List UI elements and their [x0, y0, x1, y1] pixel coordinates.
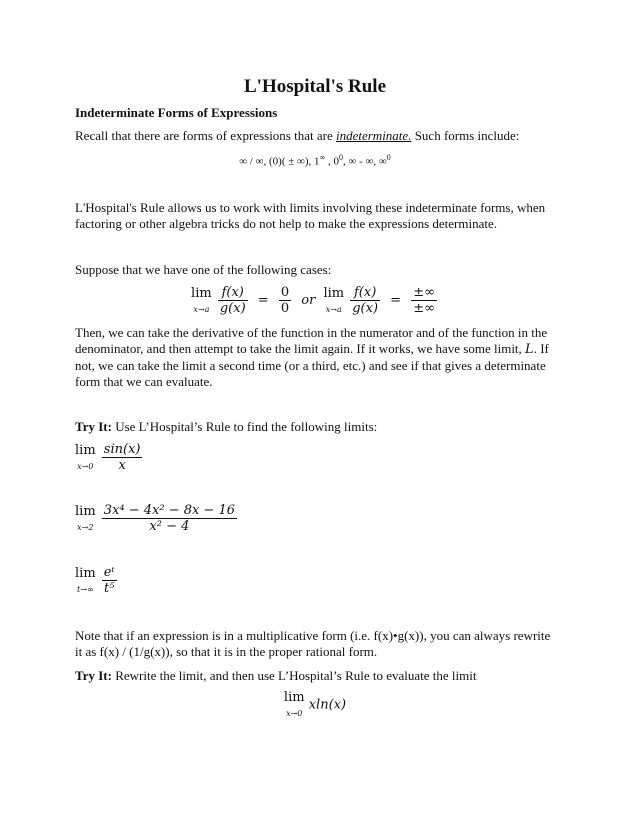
note-paragraph: Note that if an expression is in a multiplicative form (i.e. f(x)•g(x)), you can always rewrite it as f(x) / (1/g(x)), so that it is in the proper rational form.	[75, 628, 551, 659]
intro-paragraph	[75, 128, 555, 144]
limit-problem-3: lim t→∞ $\frac{\text{eᵗ}}{\text{t⁵}}$	[75, 565, 115, 596]
final-limit: lim x→0 xln(x)	[283, 690, 347, 718]
cases-expression	[0, 285, 630, 316]
intro-text-after: Such forms include:	[411, 128, 520, 143]
equals-sign: =	[257, 293, 269, 308]
forms-exponent-3: 0	[386, 153, 391, 162]
tryit-text-1: Use L’Hospital’s Rule to find the following limits:	[111, 419, 378, 434]
or-word: or	[301, 293, 316, 308]
fraction-inf-over-inf: $\frac{\pm\infty}{\pm\infty}$	[413, 285, 435, 316]
limit-problem-1: lim x→0 $\frac{\sin(x)}{x}$	[75, 442, 141, 473]
then-paragraph	[75, 325, 555, 390]
cases-paragraph: Suppose that we have one of the following cases:	[75, 262, 332, 277]
fraction-f-over-g-2: $\frac{f(x)}{g(x)}$	[352, 285, 379, 316]
tryit-label-2: Try It:	[75, 668, 112, 683]
limit-L: L	[525, 342, 534, 357]
fraction-zero-over-zero: $\frac{0}{0}$	[280, 285, 290, 316]
limit-problem-2: lim x→2 $\frac{\text{3x⁴ − 4x² − 8x − 16}}{\text{x² − 4}}$	[75, 503, 236, 534]
then-text-after: . If not, we can take the limit a second time (or a third, etc.) and see if that gives a determinate form that we can evaluate.	[75, 341, 549, 389]
forms-text: ∞ / ∞, (0)( ± ∞), 1	[239, 155, 320, 168]
rule-paragraph: L'Hospital's Rule allows us to work with limits involving these indeterminate forms, when factoring or other algebra tricks do not help to make the expressions determinate.	[75, 200, 546, 231]
forms-text-tail: , ∞ - ∞, ∞	[343, 155, 387, 168]
limit-operator: lim x→a	[191, 285, 212, 314]
tryit-text-2: Rewrite the limit, and then use L’Hospital’s Rule to evaluate the limit	[111, 668, 477, 683]
then-text-before: Then, we can take the derivative of the function in the numerator and of the function in the denominator, and then attempt to take the limit again. If it works, we have some limit,	[75, 325, 548, 356]
intro-text-before: Recall that there are forms of expressions that are	[75, 128, 336, 143]
limit-operator-2: lim x→a	[323, 285, 345, 314]
forms-exponent-1: ∞	[319, 153, 326, 162]
final-limit-expression: xln(x)	[308, 697, 347, 713]
section-heading: Indeterminate Forms of Expressions	[75, 105, 278, 120]
indeterminate-term: indeterminate.	[335, 128, 412, 143]
forms-text-mid: , 0	[325, 155, 340, 168]
equals-sign-2: =	[390, 293, 402, 308]
page-title: L'Hospital's Rule	[244, 76, 386, 97]
fraction-f-over-g: $\frac{f(x)}{g(x)}$	[219, 285, 246, 316]
forms-exponent-2: 0	[339, 153, 344, 162]
tryit-label-1: Try It:	[75, 419, 112, 434]
tryit-1	[75, 419, 555, 435]
tryit-2	[75, 668, 555, 684]
indeterminate-forms-list	[0, 153, 630, 168]
